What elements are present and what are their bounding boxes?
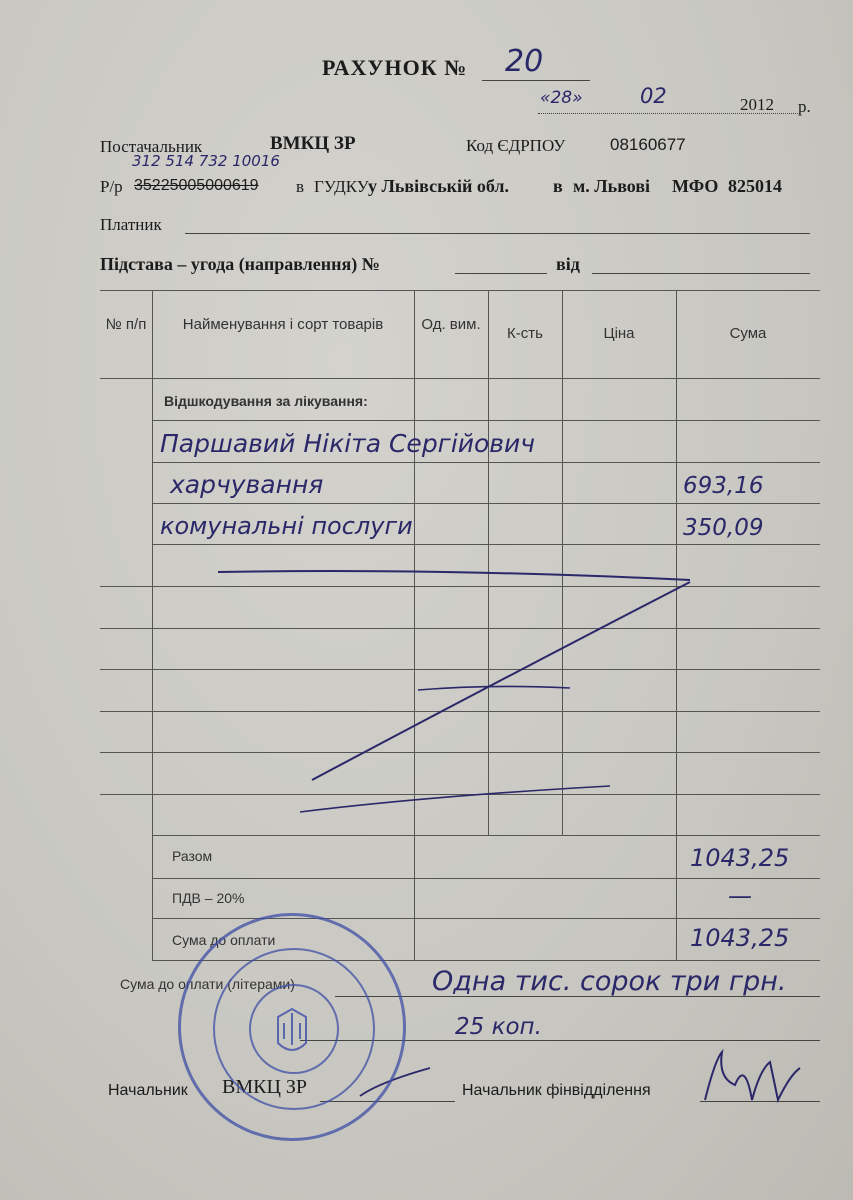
- col-header-sum: Сума: [729, 325, 767, 342]
- account-struck: 35225005000619: [134, 177, 259, 194]
- bank-name: ГУДКУ: [314, 177, 369, 196]
- trident-icon: [284, 1013, 300, 1045]
- finance-label: Начальник фінвідділення: [462, 1082, 651, 1099]
- col-header-qty: К-сть: [507, 325, 543, 342]
- date-year: 2012: [740, 95, 774, 114]
- basis-label: Підстава – угода (направлення) №: [100, 254, 380, 274]
- date-day: «28»: [540, 88, 583, 108]
- supplier-name: ВМКЦ ЗР: [270, 133, 356, 154]
- invoice-title: РАХУНОК №: [322, 55, 468, 80]
- item-food-amount: 693,16: [683, 473, 764, 499]
- date-suffix: р.: [798, 97, 811, 116]
- vat-label: ПДВ – 20%: [172, 890, 245, 906]
- head-label: Начальник: [108, 1082, 188, 1099]
- section-title: Відшкодування за лікування:: [164, 393, 368, 409]
- col-header-number: № п/п: [105, 316, 147, 333]
- basis-from: від: [556, 254, 580, 274]
- vat-value: —: [728, 882, 752, 910]
- subtotal-label: Разом: [172, 848, 213, 864]
- invoice-number: 20: [505, 44, 544, 79]
- stamp-emblem: [178, 913, 406, 1141]
- subtotal-value: 1043,25: [690, 844, 790, 872]
- date-month: 02: [640, 84, 667, 108]
- col-header-unit: Од. вим.: [421, 316, 481, 333]
- bank-region: у Львівській обл.: [368, 176, 509, 196]
- words-line2: 25 коп.: [455, 1014, 542, 1040]
- item-utilities: комунальні послуги: [160, 512, 413, 540]
- head-org: ВМКЦ ЗР: [222, 1076, 308, 1098]
- edrpou-value: 08160677: [610, 135, 686, 154]
- col-header-price: Ціна: [603, 325, 635, 342]
- supplier-label: Постачальник: [100, 137, 203, 156]
- account-handwritten: 312 514 732 10016: [132, 152, 280, 170]
- payer-label: Платник: [100, 215, 162, 234]
- patient-name: Паршавий Нікіта Сергійович: [160, 429, 536, 458]
- item-food: харчування: [170, 470, 324, 499]
- item-utilities-amount: 350,09: [683, 515, 764, 541]
- mfo-label: МФО: [672, 176, 719, 196]
- col-header-name: Найменування і сорт товарів: [182, 316, 384, 333]
- bank-city: м. Львові: [573, 176, 651, 196]
- account-label: Р/р: [100, 177, 123, 196]
- words-line1: Одна тис. сорок три грн.: [432, 966, 787, 997]
- words-label: Сума до оплати (літерами): [120, 976, 295, 992]
- edrpou-label: Код ЄДРПОУ: [466, 136, 566, 155]
- due-value: 1043,25: [690, 924, 790, 952]
- finance-signature: [705, 1052, 800, 1100]
- bank-in: в: [296, 177, 305, 196]
- mfo-value: 825014: [728, 176, 782, 196]
- city-in: в: [553, 176, 563, 196]
- due-label: Сума до оплати: [172, 932, 276, 948]
